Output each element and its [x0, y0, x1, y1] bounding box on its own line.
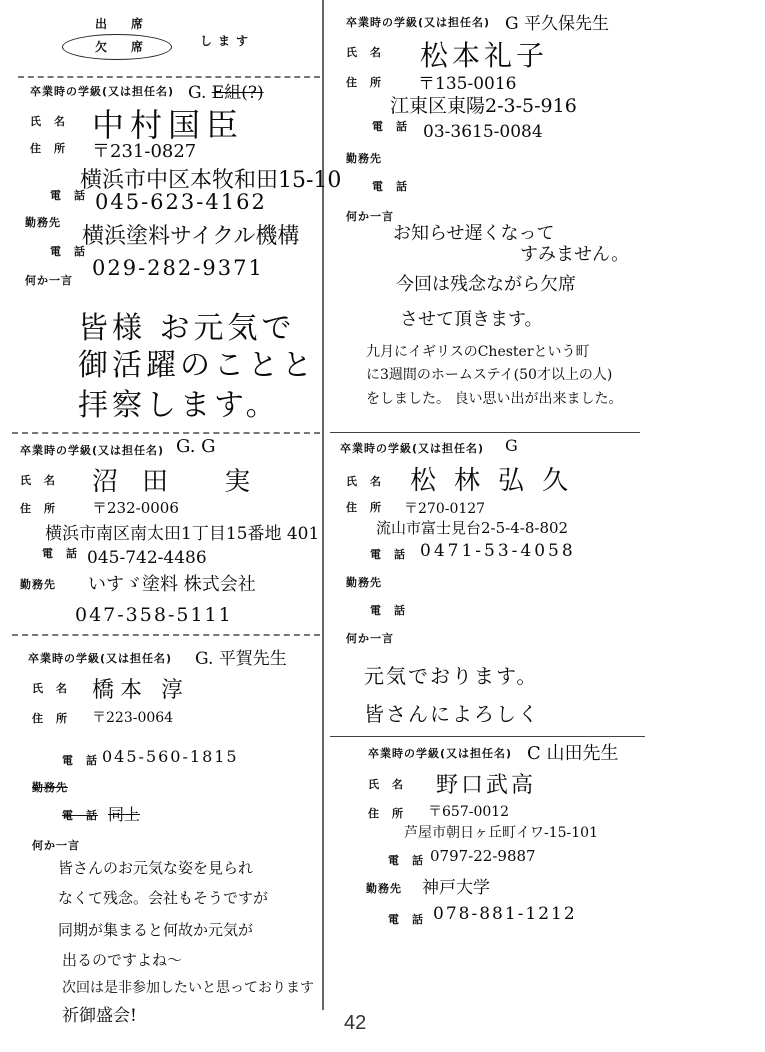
name-label: 氏 名 — [346, 46, 382, 59]
work-phone-value: 047-358-5111 — [75, 604, 233, 626]
address-label: 住 所 — [346, 501, 382, 514]
comment-line: 皆様 お元気で — [78, 311, 296, 346]
postal-code: 〒270-0127 — [404, 501, 486, 517]
comment-line: をしました。 良い思い出が出来ました。 — [366, 391, 623, 407]
phone-value: 045-623-4162 — [95, 190, 267, 214]
work-phone-value: 同上 — [108, 805, 141, 824]
work-phone-value: 078-881-1212 — [433, 904, 577, 924]
phone-value: 045-560-1815 — [102, 747, 239, 766]
postal-code: 〒232-0006 — [92, 499, 179, 517]
phone-label: 電 話 — [62, 754, 98, 767]
work-phone-label: 電 話 — [372, 180, 408, 193]
comment-line: 拝察します。 — [78, 388, 280, 423]
work-label: 勤務先 — [346, 152, 382, 165]
comment-line: 今回は残念ながら欠席 — [396, 274, 576, 295]
comment-line: 御活躍のことと — [78, 348, 316, 383]
name-label: 氏 名 — [20, 474, 56, 487]
absent-label: 欠 席 — [95, 40, 150, 54]
address-value: 横浜市中区本牧和田15-10 — [80, 168, 342, 193]
class-label: 卒業時の学級(又は担任名) — [20, 444, 165, 457]
comment-line: 出るのですよね～ — [62, 951, 183, 969]
separator — [18, 76, 320, 78]
address-value: 江東区東陽2-3-5-916 — [390, 95, 577, 117]
attendance-suffix: します — [200, 34, 255, 48]
address-label: 住 所 — [30, 142, 66, 155]
address-label: 住 所 — [20, 502, 56, 515]
phone-label: 電 話 — [50, 189, 86, 202]
name-value: 松本礼子 — [420, 39, 549, 72]
name-value: 橋本 淳 — [92, 678, 189, 703]
phone-label: 電 話 — [372, 120, 408, 133]
comment-line: 次回は是非参加したいと思っております — [62, 980, 314, 996]
separator — [12, 634, 320, 636]
address-label: 住 所 — [368, 807, 404, 820]
phone-value: 0797-22-9887 — [430, 847, 536, 865]
column-divider — [322, 0, 324, 1010]
work-label: 勤務先 — [20, 578, 56, 591]
separator — [12, 432, 320, 434]
comment-line: なくて残念。会社もそうですが — [58, 889, 269, 907]
comment-label: 何か一言 — [346, 632, 394, 645]
name-label: 氏 名 — [346, 475, 382, 488]
work-label: 勤務先 — [25, 216, 61, 229]
name-label: 氏 名 — [32, 682, 68, 695]
comment-line: すみません。 — [520, 244, 630, 265]
phone-value: 045-742-4486 — [87, 548, 207, 568]
comment-line: 九月にイギリスのChesterという町 — [366, 344, 590, 360]
phone-label: 電 話 — [370, 548, 406, 561]
class-label: 卒業時の学級(又は担任名) — [340, 442, 485, 455]
comment-label: 何か一言 — [32, 839, 80, 852]
address-value: 芦屋市朝日ヶ丘町イワ-15-101 — [404, 825, 598, 841]
class-label: 卒業時の学級(又は担任名) — [346, 16, 491, 29]
struck-class-text: E組(?) — [211, 83, 264, 103]
address-label: 住 所 — [32, 712, 68, 725]
class-label: 卒業時の学級(又は担任名) — [30, 85, 175, 98]
name-value: 沼田 実 — [92, 467, 275, 497]
work-phone-label: 電 話 — [50, 245, 86, 258]
address-value: 横浜市南区南太田1丁目15番地 401 — [45, 524, 320, 544]
address-value: 流山市富士見台2-5-4-8-802 — [376, 519, 569, 537]
work-label: 勤務先 — [366, 882, 402, 895]
name-label: 氏 名 — [368, 778, 404, 791]
phone-value: 0471-53-4058 — [420, 541, 576, 561]
name-value: 松林弘久 — [410, 466, 587, 496]
work-label: 勤務先 — [346, 576, 382, 589]
comment-label: 何か一言 — [346, 210, 394, 223]
comment-line: 祈御盛会! — [62, 1006, 137, 1026]
comment-line: お知らせ遅くなって — [393, 223, 555, 244]
work-value: 神戸大学 — [422, 878, 490, 898]
work-phone-label: 電 話 — [62, 809, 98, 822]
work-phone-value: 029-282-9371 — [92, 256, 264, 280]
work-phone-label: 電 話 — [370, 604, 406, 617]
postal-code: 〒231-0827 — [92, 141, 197, 162]
class-label: 卒業時の学級(又は担任名) — [28, 652, 173, 665]
phone-label: 電 話 — [388, 854, 424, 867]
name-label: 氏 名 — [30, 115, 66, 128]
work-label: 勤務先 — [32, 781, 68, 794]
name-value: 野口武高 — [436, 773, 537, 798]
work-phone-label: 電 話 — [388, 913, 424, 926]
comment-line: に3週間のホームステイ(50才以上の人) — [366, 367, 613, 383]
postal-code: 〒223-0064 — [92, 710, 174, 726]
address-label: 住 所 — [346, 76, 382, 89]
postal-code: 〒135-0016 — [418, 74, 517, 94]
comment-label: 何か一言 — [25, 274, 73, 287]
class-value: G 平久保先生 — [505, 14, 609, 34]
comment-line: 皆さんのお元気な姿を見られ — [58, 859, 254, 877]
comment-line: させて頂きます。 — [400, 309, 543, 330]
separator — [330, 432, 640, 433]
class-value: C 山田先生 — [527, 743, 619, 764]
class-label: 卒業時の学級(又は担任名) — [368, 747, 513, 760]
comment-line: 皆さんによろしく — [364, 702, 540, 726]
phone-value: 03-3615-0084 — [423, 122, 543, 142]
phone-label: 電 話 — [42, 547, 78, 560]
work-value: 横浜塗料サイクル機構 — [82, 224, 300, 249]
class-value: G. 平賀先生 — [195, 649, 287, 669]
name-value: 中村国臣 — [92, 106, 245, 144]
comment-line: 元気でおります。 — [364, 664, 539, 688]
class-value: G — [505, 436, 518, 455]
class-value: G. G — [176, 436, 216, 457]
work-value: いすゞ塗料 株式会社 — [88, 574, 256, 595]
class-value: G. E組(?) — [188, 83, 264, 103]
separator — [330, 736, 645, 737]
page-number: 42 — [344, 1012, 367, 1034]
postal-code: 〒657-0012 — [428, 804, 510, 820]
comment-line: 同期が集まると何故か元気が — [58, 921, 254, 939]
attend-label: 出 席 — [95, 17, 150, 31]
